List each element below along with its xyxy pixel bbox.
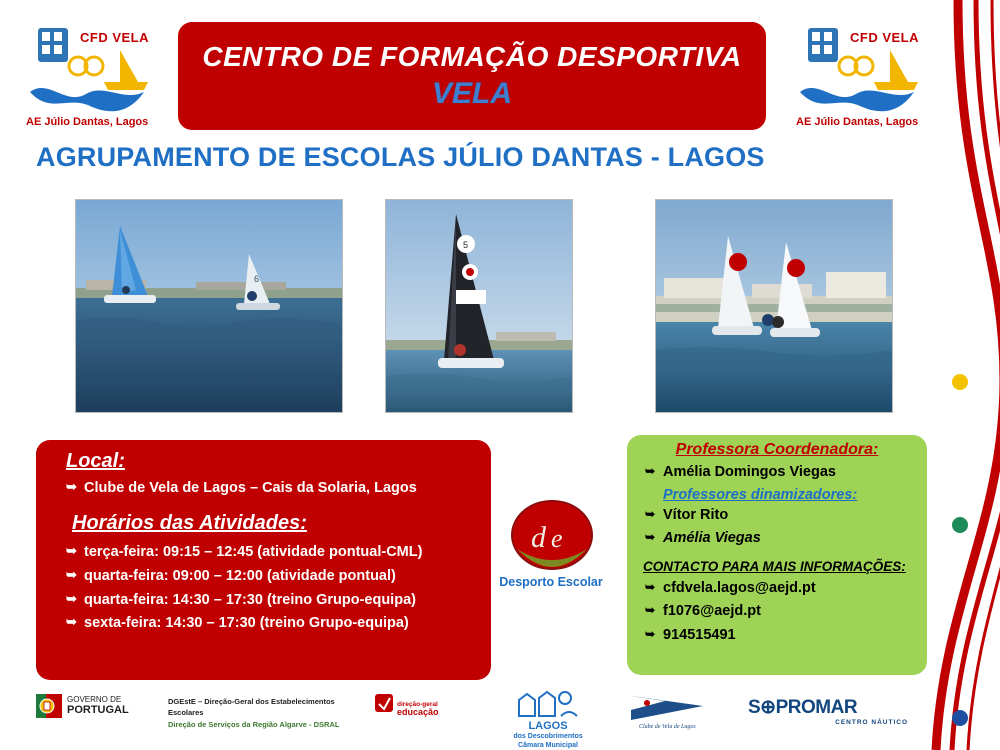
list-item (66, 567, 491, 586)
lagos-line3: Câmara Municipal (518, 741, 578, 749)
footer-logos (0, 684, 940, 750)
bullet-arrow-icon: ➥ (66, 590, 77, 606)
title-banner (178, 22, 766, 130)
photo-black-sail-boat (385, 199, 573, 413)
logo-cfd-vela-right (790, 20, 925, 130)
footer-lagos-camara (500, 686, 596, 750)
lagos-line2: dos Descobrimentos (513, 733, 583, 741)
bullet-arrow-icon: ➥ (66, 479, 77, 494)
bullet-arrow-icon: ➥ (645, 506, 656, 521)
svg-text:5: 5 (463, 240, 469, 250)
gov-line1: GOVERNO DE (67, 695, 122, 705)
local-value: Clube de Vela de Lagos – Cais da Solaria, Lagos (84, 480, 417, 496)
svg-text:6: 6 (254, 274, 260, 284)
page-subtitle: AGRUPAMENTO DE ESCOLAS JÚLIO DANTAS - LAGOS (36, 142, 765, 172)
logo-ae-label: AE Júlio Dantas, Lagos (26, 116, 149, 128)
contact-phone: 914515491 (663, 626, 736, 643)
list-item (645, 463, 927, 483)
bullet-arrow-icon: ➥ (66, 542, 77, 558)
lagos-city-icon (513, 686, 583, 720)
local-header: Local: (66, 450, 125, 472)
bullet-arrow-icon: ➥ (645, 464, 656, 478)
footer-governo-portugal (36, 692, 129, 720)
list-item (66, 479, 491, 498)
gov-line2: PORTUGAL (67, 704, 129, 717)
logo-cfd-label: CFD VELA (850, 30, 919, 45)
bullet-arrow-icon: ➥ (66, 566, 77, 582)
local-and-schedule-box (36, 440, 491, 680)
sopromar-name: S⊕PROMAR (748, 697, 858, 718)
list-item (645, 579, 927, 599)
logo-cfd-vela-left (20, 20, 155, 130)
desporto-escolar-caption: Desporto Escolar (499, 575, 603, 589)
burgee-flag-icon (625, 690, 711, 730)
desporto-escolar-logo (497, 497, 607, 597)
contact-email-primary[interactable]: cfdvela.lagos@aejd.pt (663, 579, 816, 596)
footer-clube-vela-lagos (625, 690, 715, 735)
dynamizer-name: Vítor Rito (663, 506, 729, 523)
dynamizer-name: Amélia Viegas (663, 530, 761, 547)
dge-line2: educação (397, 707, 439, 718)
coordinator-header: Professora Coordenadora: (675, 441, 879, 458)
list-item (66, 591, 491, 610)
coordinator-name: Amélia Domingos Viegas (663, 464, 836, 480)
contact-email-secondary[interactable]: f1076@aejd.pt (663, 603, 761, 620)
list-item (66, 614, 491, 633)
list-item (645, 626, 927, 646)
svg-text:d: d (531, 521, 546, 554)
dge-line1: direção-geral (397, 701, 438, 708)
list-item (645, 506, 927, 526)
bullet-arrow-icon: ➥ (645, 603, 656, 618)
footer-dge-logo (375, 692, 441, 718)
svg-text:e: e (551, 524, 563, 553)
desporto-escolar-icon (497, 497, 607, 577)
list-item (66, 543, 491, 562)
bullet-arrow-icon: ➥ (66, 614, 77, 630)
photo-two-blue-sailboats (75, 199, 343, 413)
svg-text:Clube de Vela de Lagos: Clube de Vela de Lagos (639, 724, 696, 730)
schedule-item: sexta-feira: 14:30 – 17:30 (treino Grupo-equipa) (84, 615, 409, 632)
schedule-item: terça-feira: 09:15 – 12:45 (atividade pontual-CML) (84, 543, 423, 560)
bullet-arrow-icon: ➥ (645, 579, 656, 594)
dgeste-line1: DGEstE – Direção-Geral dos Estabelecimentos Escolares (168, 697, 335, 718)
schedule-item: quarta-feira: 14:30 – 17:30 (treino Grupo-equipa) (84, 591, 416, 608)
list-item (645, 602, 927, 622)
dgeste-line2: Direção de Serviços da Região Algarve - DSRAL (168, 719, 340, 729)
contact-header: CONTACTO PARA MAIS INFORMAÇÕES: (643, 558, 906, 574)
logo-ae-label: AE Júlio Dantas, Lagos (796, 116, 919, 128)
portugal-shield-icon (36, 692, 62, 720)
logo-cfd-label: CFD VELA (80, 30, 149, 45)
page-title: CENTRO DE FORMAÇÃO DESPORTIVA (202, 41, 742, 72)
footer-sopromar (748, 696, 908, 726)
bullet-arrow-icon: ➥ (645, 530, 656, 545)
sopromar-tagline: CENTRO NÁUTICO (835, 719, 908, 726)
lagos-line1: LAGOS (528, 720, 568, 732)
footer-dgeste-text (168, 696, 368, 730)
list-item (645, 529, 927, 549)
page-title-vela: VELA (431, 77, 512, 110)
teachers-and-contacts-box (627, 435, 927, 675)
schedule-item: quarta-feira: 09:00 – 12:00 (atividade pontual) (84, 567, 396, 584)
photo-two-red-sail-boats (655, 199, 893, 413)
bullet-arrow-icon: ➥ (645, 626, 656, 641)
schedule-header: Horários das Atividades: (72, 511, 307, 534)
dynamizers-header: Professores dinamizadores: (663, 486, 858, 503)
